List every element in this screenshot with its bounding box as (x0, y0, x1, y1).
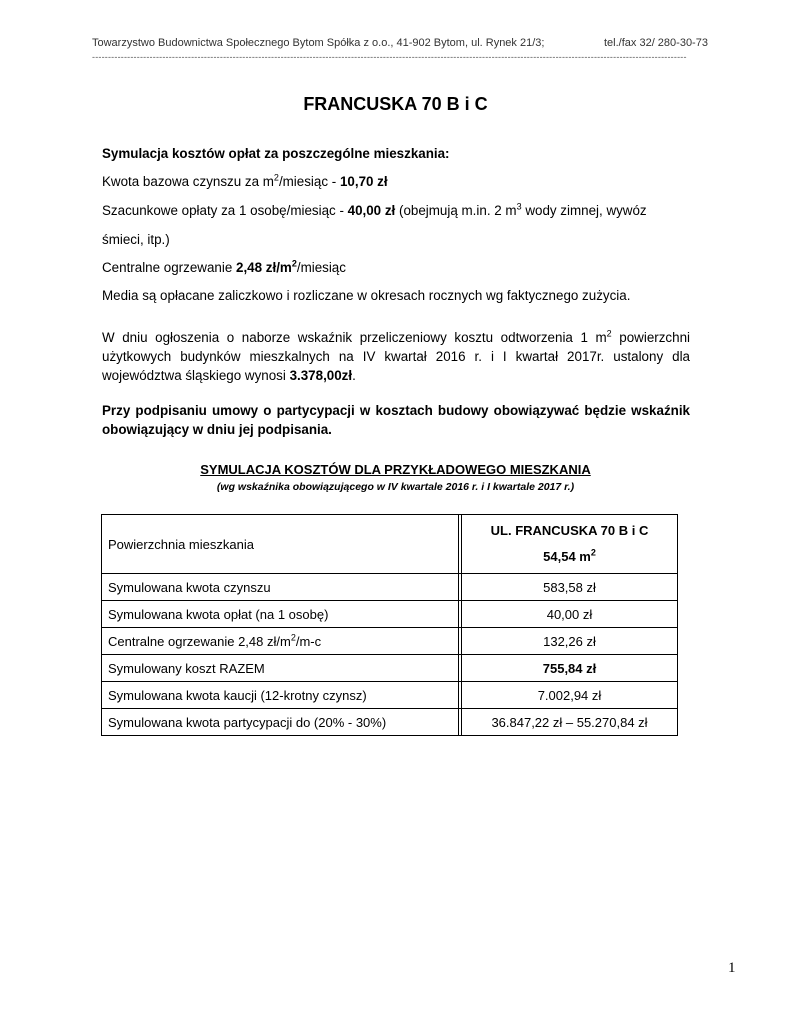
index-paragraph: W dniu ogłoszenia o naborze wskaźnik przeliczeniowy kosztu odtworzenia 1 $m^2$ powierzchni użytkowych budynków mieszkalnych na IV kwartał 2016 r. i I kwartał 2017r. ustalony dla województwa śląskiego wynosi 3.378,00zł. (102, 328, 690, 383)
table-row (102, 682, 678, 709)
row-value: 36.847,22 zł – 55.270,84 zł (462, 709, 678, 736)
cost-simulation-heading: Symulacja kosztów opłat za poszczególne mieszkania: (102, 146, 450, 161)
row-value: 583,58 zł (462, 574, 678, 601)
base-rent-value: 10,70 zł (339, 174, 388, 189)
fees-value: 40,00 zł (347, 203, 396, 218)
simulation-table (101, 514, 678, 736)
table-row (102, 709, 678, 736)
row-value: 132,26 zł (462, 628, 678, 655)
area-value: 54,54 $m^2$ (543, 547, 596, 564)
row-value: 7.002,94 zł (462, 682, 678, 709)
table-row (102, 628, 678, 655)
fees-line-continued: śmieci, itp.) (102, 232, 170, 247)
row-label: Symulowana kwota kaucji (12-krotny czynsz) (102, 682, 459, 709)
page-title: FRANCUSKA 70 B i C (303, 94, 488, 114)
company-address: Towarzystwo Budownictwa Społecznego Bytom Spółka z o.o., 41-902 Bytom, ul. Rynek 21/3; (92, 37, 545, 49)
table-row (102, 601, 678, 628)
address: UL. FRANCUSKA 70 B i C (490, 523, 649, 538)
row-label: Symulowana kwota partycypacji do (20% - 30%) (102, 709, 459, 736)
address-cell (462, 515, 678, 574)
simulation-title: SYMULACJA KOSZTÓW DLA PRZYKŁADOWEGO MIESZKANIA (200, 462, 591, 477)
fees-line: Szacunkowe opłaty za 1 osobę/miesiąc - 40,00 zł (obejmują m.in. 2 $m^3$ wody zimnej, wywóz (102, 201, 647, 218)
table-header-row (102, 515, 678, 574)
heating-line: Centralne ogrzewanie 2,48 $zł/m^2$/miesiąc (102, 258, 346, 275)
total-value: 755,84 zł (462, 655, 678, 682)
media-note: Media są opłacane zaliczkowo i rozliczane w okresach rocznych wg faktycznego zużycia. (102, 288, 631, 303)
row-label: Symulowana kwota czynszu (102, 574, 459, 601)
table-row (102, 655, 678, 682)
area-label: Powierzchnia mieszkania (102, 515, 459, 574)
phone-fax: tel./fax 32/ 280-30-73 (604, 37, 708, 49)
index-value: 3.378,00zł (289, 368, 353, 383)
simulation-subtitle: (wg wskaźnika obowiązującego w IV kwartale 2016 r. i I kwartale 2017 r.) (216, 481, 575, 493)
row-value: 40,00 zł (462, 601, 678, 628)
contract-notice: Przy podpisaniu umowy o partycypacji w kosztach budowy obowiązywać będzie wskaźnik obowiązujący w dniu jej podpisania. (102, 403, 690, 437)
heating-value: 2,48 $zł/m^2$ (236, 258, 297, 275)
header-divider: ------------------------------------------------------------------------------------------------------------------------------------------------------------------------------------------ (92, 52, 687, 62)
base-rent-line: Kwota bazowa czynszu za $m^2$/miesiąc - 10,70 zł (102, 172, 388, 189)
table-row (102, 574, 678, 601)
row-label: Centralne ogrzewanie 2,48 $zł/m^2/m-c$ (102, 628, 459, 655)
page-number: 1 (728, 960, 736, 976)
row-label: Symulowany koszt RAZEM (102, 655, 459, 682)
row-label: Symulowana kwota opłat (na 1 osobę) (102, 601, 459, 628)
